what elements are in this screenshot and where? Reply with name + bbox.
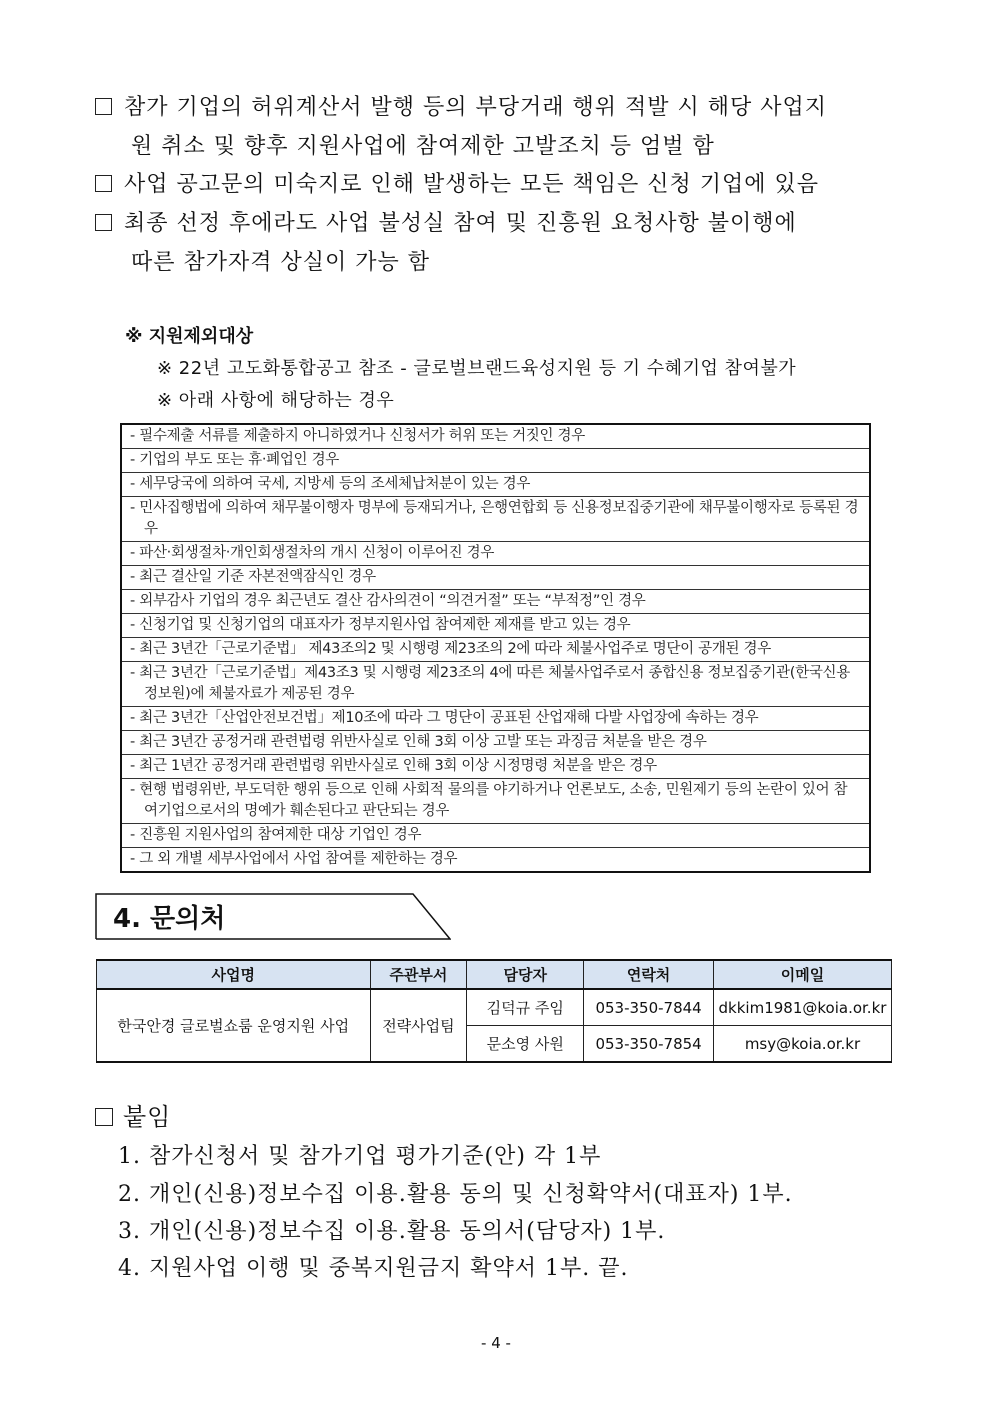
section-heading xyxy=(95,893,450,939)
exclusion-item: - 그 외 개별 세부사업에서 사업 참여를 제한하는 경우 xyxy=(130,851,458,867)
exclusion-item: - 최근 3년간 공정거래 관련법령 위반사실로 인해 3회 이상 고발 또는 과징금 처분을 받은 경우 xyxy=(122,731,869,755)
project-name-cell: 한국안경 글로벌쇼룸 운영지원 사업 xyxy=(97,989,371,1062)
exclusion-item: - 필수제출 서류를 제출하지 아니하였거나 신청서가 허위 또는 거짓인 경우 xyxy=(122,425,869,449)
table-row xyxy=(97,989,892,1026)
department-cell: 전략사업팀 xyxy=(370,989,467,1062)
column-header: 이메일 xyxy=(713,960,891,989)
exclusion-title: ※ 지원제외대상 xyxy=(125,326,254,347)
email-cell[interactable]: msy@koia.or.kr xyxy=(713,1026,891,1063)
checkbox-square-icon xyxy=(95,98,112,115)
attachments-heading xyxy=(95,1097,171,1132)
checkbox-square-icon xyxy=(95,1108,113,1126)
exclusion-note: ※ 22년 고도화통합공고 참조 - 글로벌브랜드육성지원 등 기 수혜기업 참여불가 xyxy=(157,358,797,379)
exclusion-list xyxy=(120,423,871,873)
exclusion-item: - 진흥원 지원사업의 참여제한 대상 기업인 경우 xyxy=(122,824,869,848)
person-cell: 문소영 사원 xyxy=(467,1026,584,1063)
notice-paragraph xyxy=(95,204,900,282)
exclusion-item: - 최근 3년간「근로기준법」 제43조의2 및 시행령 제23조의 2에 따라 체불사업주로 명단이 공개된 경우 xyxy=(122,638,869,662)
notice-text: 참가 기업의 허위계산서 발행 등의 부당거래 행위 적발 시 해당 사업지 xyxy=(124,95,827,120)
exclusion-item: - 신청기업 및 신청기업의 대표자가 정부지원사업 참여제한 제재를 받고 있는 경우 xyxy=(122,614,869,638)
exclusion-item: - 세무당국에 의하여 국세, 지방세 등의 조세체납처분이 있는 경우 xyxy=(122,473,869,497)
notice-paragraph xyxy=(95,88,900,166)
attachment-item: 4. 지원사업 이행 및 중복지원금지 확약서 1부. 끝. xyxy=(118,1256,629,1281)
person-cell: 김덕규 주임 xyxy=(467,989,584,1026)
email-cell[interactable]: dkkim1981@koia.or.kr xyxy=(713,989,891,1026)
section-title: 4. 문의처 xyxy=(113,904,226,934)
checkbox-square-icon xyxy=(95,214,112,231)
contact-table xyxy=(96,959,892,1063)
checkbox-square-icon xyxy=(95,175,112,192)
notice-paragraph xyxy=(95,165,900,204)
exclusion-item: - 최근 1년간 공정거래 관련법령 위반사실로 인해 3회 이상 시정명령 처분을 받은 경우 xyxy=(122,755,869,779)
exclusion-item: - 기업의 부도 또는 휴‧폐업인 경우 xyxy=(122,449,869,473)
table-header-row xyxy=(97,960,892,989)
attachment-item: 2. 개인(신용)정보수집 이용․활용 동의 및 신청확약서(대표자) 1부. xyxy=(118,1182,793,1207)
phone-cell: 053-350-7854 xyxy=(584,1026,714,1063)
attachment-item: 1. 참가신청서 및 참가기업 평가기준(안) 각 1부 xyxy=(118,1144,602,1169)
column-header: 주관부서 xyxy=(370,960,467,989)
page-number: - 4 - xyxy=(481,1334,511,1352)
exclusion-item: - 현행 법령위반, 부도덕한 행위 등으로 인해 사회적 물의를 야기하거나 언론보도, 소송, 민원제기 등의 논란이 있어 참여기업으로서의 명예가 훼손된다고 판단되는 경우 xyxy=(122,779,869,824)
column-header: 연락처 xyxy=(584,960,714,989)
column-header: 담당자 xyxy=(467,960,584,989)
exclusion-item: - 외부감사 기업의 경우 최근년도 결산 감사의견이 “의견거절” 또는 “부적정”인 경우 xyxy=(122,590,869,614)
exclusion-item: - 파산‧회생절차‧개인회생절차의 개시 신청이 이루어진 경우 xyxy=(122,542,869,566)
exclusion-item: - 최근 3년간「산업안전보건법」제10조에 따라 그 명단이 공표된 산업재해 다발 사업장에 속하는 경우 xyxy=(122,707,869,731)
column-header: 사업명 xyxy=(97,960,371,989)
attachment-item: 3. 개인(신용)정보수집 이용․활용 동의서(담당자) 1부. xyxy=(118,1219,666,1244)
notice-text-continued: 원 취소 및 향후 지원사업에 참여제한 고발조치 등 엄벌 함 xyxy=(131,134,715,159)
attachments-title: 붙임 xyxy=(123,1103,172,1131)
notice-text: 사업 공고문의 미숙지로 인해 발생하는 모든 책임은 신청 기업에 있음 xyxy=(124,172,819,197)
exclusion-item: - 최근 3년간「근로기준법」제43조3 및 시행령 제23조의 4에 따른 체불사업주로서 종합신용 정보집중기관(한국신용정보원)에 체불자료가 제공된 경우 xyxy=(122,662,869,707)
notice-text: 최종 선정 후에라도 사업 불성실 참여 및 진흥원 요청사항 불이행에 xyxy=(124,211,797,236)
exclusion-item: - 최근 결산일 기준 자본전액잠식인 경우 xyxy=(122,566,869,590)
exclusion-note: ※ 아래 사항에 해당하는 경우 xyxy=(157,390,395,411)
exclusion-item: - 민사집행법에 의하여 채무불이행자 명부에 등재되거나, 은행연합회 등 신용정보집중기관에 채무불이행자로 등록된 경우 xyxy=(122,497,869,542)
notice-text-continued: 따른 참가자격 상실이 가능 함 xyxy=(131,250,430,275)
phone-cell: 053-350-7844 xyxy=(584,989,714,1026)
